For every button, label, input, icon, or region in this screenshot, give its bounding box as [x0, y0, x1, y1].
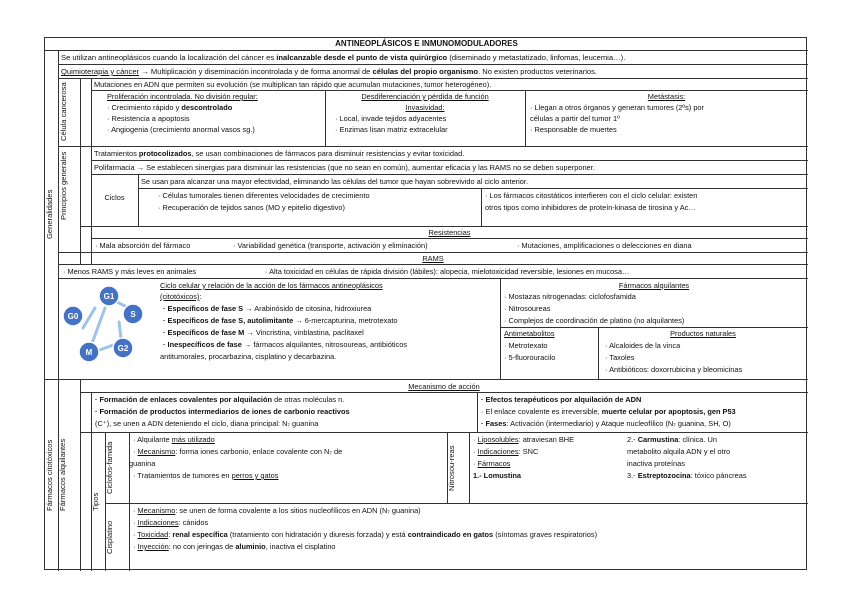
nitrosoureas-line-3: · Fármacos	[473, 459, 511, 468]
label-tipos: Tipos	[91, 492, 100, 511]
cisplatino-line-4: · Inyección: no con jeringas de aluminio, inactiva el cisplatino	[133, 542, 336, 551]
celula-col2-item2: · Enzimas lisan matriz extracelular	[335, 125, 448, 134]
nitrosoureas-right-2: metabolito alquila ADN y el otro	[627, 447, 731, 456]
alquilantes-box-title: Fármacos alquilantes	[618, 281, 690, 290]
celula-col2-item1: · Local, invade tejidos adyacentes	[335, 114, 447, 123]
antimetabolitos-title: Antimetabolitos	[504, 329, 555, 338]
label-ciclos: Ciclos	[104, 193, 125, 202]
cisplatino-line-1: · Mecanismo: se unen de forma covalente a los sitios nucleofílicos en ADN (N₇ guanina)	[133, 506, 421, 515]
phase-label-s: S	[130, 310, 136, 319]
celula-col1-item3: · Angiogenia (crecimiento anormal vasos sg.)	[107, 125, 255, 134]
mecanismo-title: Mecanismo de acción	[408, 382, 480, 391]
resistencias-item-3: · Mutaciones, amplificaciones o delecciones en diana	[517, 241, 692, 250]
celula-header: Mutaciones en ADN que permiten su evolución (se multiplican tan rápido que acumulan mutaciones, tumor heterogéneo).	[94, 80, 492, 89]
celula-col3-item3: · Responsable de muertes	[530, 125, 617, 134]
alquilantes-box-item-3: · Complejos de coordinación de platino (no alquilantes)	[504, 316, 685, 325]
antimetabolitos-item-2: · 5-fluorouracilo	[504, 353, 556, 362]
nitrosoureas-right-4: 3.- Estreptozocina: tóxico páncreas	[627, 471, 747, 480]
nitrosoureas-line-1: · Liposolubles: atraviesan BHE	[473, 435, 575, 444]
nitrosoureas-right-1: 2.- Carmustina: clínica. Un	[627, 435, 717, 444]
nitrosoureas-line-2: · Indicaciones: SNC	[473, 447, 539, 456]
ciclos-item-b1: · Los fármacos citostáticos interfieren con el ciclo celular: existen	[485, 191, 698, 200]
ciclo-line-1: · Específicos de fase S → Arabinósido de citosina, hidroxiurea	[163, 304, 372, 313]
alquilantes-box-item-2: · Nitrosoureas	[504, 304, 551, 313]
ciclo-line-5: antitumorales, procarbazina, cisplatino y decarbazina.	[160, 352, 337, 361]
rams-item-1: · Menos RAMS y más leves en animales	[63, 267, 197, 276]
celula-col3-item1: · Llegan a otros órganos y generan tumores (2ºs) por	[530, 103, 705, 112]
page-title: ANTINEOPLÁSICOS E INMUNOMODULADORES	[335, 39, 518, 48]
productos-naturales-title: Productos naturales	[670, 329, 736, 338]
label-nitrosoureas: Nitrosou-reas	[447, 445, 456, 491]
label-principios-generales: Principios generales	[59, 151, 68, 221]
cisplatino-line-3: · Toxicidad: renal específica (tratamiento con hidratación y diuresis forzada) y está contraindicado en gatos (síntomas graves respiratorios)	[133, 530, 598, 539]
ciclo-line-4: · Inespecíficos de fase → fármacos alquilantes, nitrosoureas, antibióticos	[163, 340, 408, 349]
ciclofosfamida-line-2: · Mecanismo: forma iones carbonio, enlace covalente con N₇ de	[133, 447, 343, 456]
ciclofosfamida-line-3: guanina	[129, 459, 156, 468]
intro-line-2: Quimioterapia y cáncer → Multiplicación y diseminación incontrolada y de forma anormal de células del propio organismo. No existen productos veterinarios.	[61, 67, 598, 76]
resistencias-item-2: · Variabilidad genética (transporte, activación y eliminación)	[233, 241, 428, 250]
productos-naturales-item-3: · Antibióticos: doxorrubicina y bleomicinas	[605, 365, 743, 374]
mecanismo-left-2: · Formación de productos intermediarios de iones de carbonio reactivos	[95, 407, 350, 416]
section-generalidades: Generalidades	[45, 189, 54, 240]
mecanismo-left-3: (C⁺), se unen a ADN deteniendo el ciclo, diana principal: N₇ guanina	[95, 419, 319, 428]
celula-col1-item2: · Resistencia a apoptosis	[107, 114, 190, 123]
celula-col1-title: Proliferación incontrolada. No división regular:	[107, 92, 258, 101]
celula-col2-title: Desdiferenciación y pérdida de función	[361, 92, 489, 101]
section-farmacos-citotoxicos: Fármacos citotóxicos	[45, 439, 54, 511]
principios-line-2: Polifarmacia → Se establecen sinergias para disminuir las resistencias (que no sean en común), aumentar eficacia y las RAMS no se deben superponer.	[94, 163, 595, 172]
ciclo-line-3: · Específicos de fase M → Vincristina, vinblastina, paclitaxel	[163, 328, 364, 337]
mecanismo-right-2: · El enlace covalente es irreversible, muerte celular por apoptosis, gen P53	[481, 407, 736, 416]
phase-label-m: M	[85, 348, 93, 357]
phase-label-g1: G1	[103, 292, 115, 301]
ciclofosfamida-line-4: · Tratamientos de tumores en perros y gatos	[133, 471, 279, 480]
productos-naturales-item-1: · Alcaloides de la vinca	[605, 341, 681, 350]
resistencias-title: Resistencias	[428, 228, 471, 237]
cisplatino-line-2: · Indicaciones: cánidos	[133, 518, 209, 527]
celula-col3-item2: células a partir del tumor 1º	[530, 114, 620, 123]
label-farmacos-alquilantes: Fármacos alquilantes	[58, 438, 67, 512]
summary-table	[44, 37, 807, 570]
ciclo-title: Ciclo celular y relación de la acción de los fármacos antineoplásicos	[160, 281, 383, 290]
mecanismo-right-1: · Efectos terapéuticos por alquilación de ADN	[481, 395, 642, 404]
mecanismo-right-3: · Fases: Activación (intermediario) y Ataque nucleofílico (N₇ guanina, SH, O)	[481, 419, 731, 428]
resistencias-item-1: · Mala absorción del fármaco	[95, 241, 191, 250]
celula-col3-title: Metástasis:	[647, 92, 686, 101]
antimetabolitos-item-1: · Metrotexato	[504, 341, 548, 350]
alquilantes-box-item-1: · Mostazas nitrogenadas: ciclofosfamida	[504, 292, 636, 301]
principios-line-1: Tratamientos protocolizados, se usan combinaciones de fármacos para disminuir resistencias y evitar toxicidad.	[94, 149, 465, 158]
mecanismo-left-1: · Formación de enlaces covalentes por alquilación de otras moléculas n.	[95, 395, 345, 404]
ciclos-item-a1: · Células tumorales tienen diferentes velocidades de crecimiento	[158, 191, 370, 200]
ciclo-line-2: · Específicos de fase S, autolimitante → 6-mercapturina, metrotexato	[163, 316, 398, 325]
phase-label-g2: G2	[117, 344, 129, 353]
phase-label-g0: G0	[67, 312, 79, 321]
intro-line-1: Se utilizan antineoplásicos cuando la localización del cáncer es inalcanzable desde el punto de vista quirúrgico (diseminado y metastatizado, linfomas, leucemia…).	[61, 53, 626, 62]
ciclofosfamida-line-1: · Alquilante más utilizado	[133, 435, 215, 444]
label-ciclofosfamida: Ciclofos-famida	[105, 441, 114, 495]
cell-cycle-diagram	[61, 282, 153, 366]
ciclos-item-a2: · Recuperación de tejidos sanos (MO y epitelio digestivo)	[158, 203, 345, 212]
celula-col2-sub: Invasividad:	[405, 103, 445, 112]
celula-col1-item1: · Crecimiento rápido y descontrolado	[107, 103, 233, 112]
label-cisplatino: Cisplatino	[105, 520, 114, 554]
ciclos-header: Se usan para alcanzar una mayor efectividad, eliminando las células del tumor que hayan sobrevivido al ciclo anterior.	[141, 177, 528, 186]
ciclo-title-2: (citotóxicos):	[160, 292, 202, 301]
rams-title: RAMS	[422, 254, 444, 263]
rams-item-2: · Alta toxicidad en células de rápida división (lábiles): alopecia, mielotoxicidad reversible, lesiones en mucosa…	[265, 267, 630, 276]
nitrosoureas-line-4: 1.- Lomustina	[473, 471, 522, 480]
label-celula-cancerosa: Célula cancerosa	[59, 82, 68, 142]
nitrosoureas-right-3: inactiva proteínas	[627, 459, 685, 468]
productos-naturales-item-2: · Taxoles	[605, 353, 635, 362]
ciclos-item-b2: otros tipos como inhibidores de proteín-kinasa de tirosina y Ac…	[485, 203, 696, 212]
